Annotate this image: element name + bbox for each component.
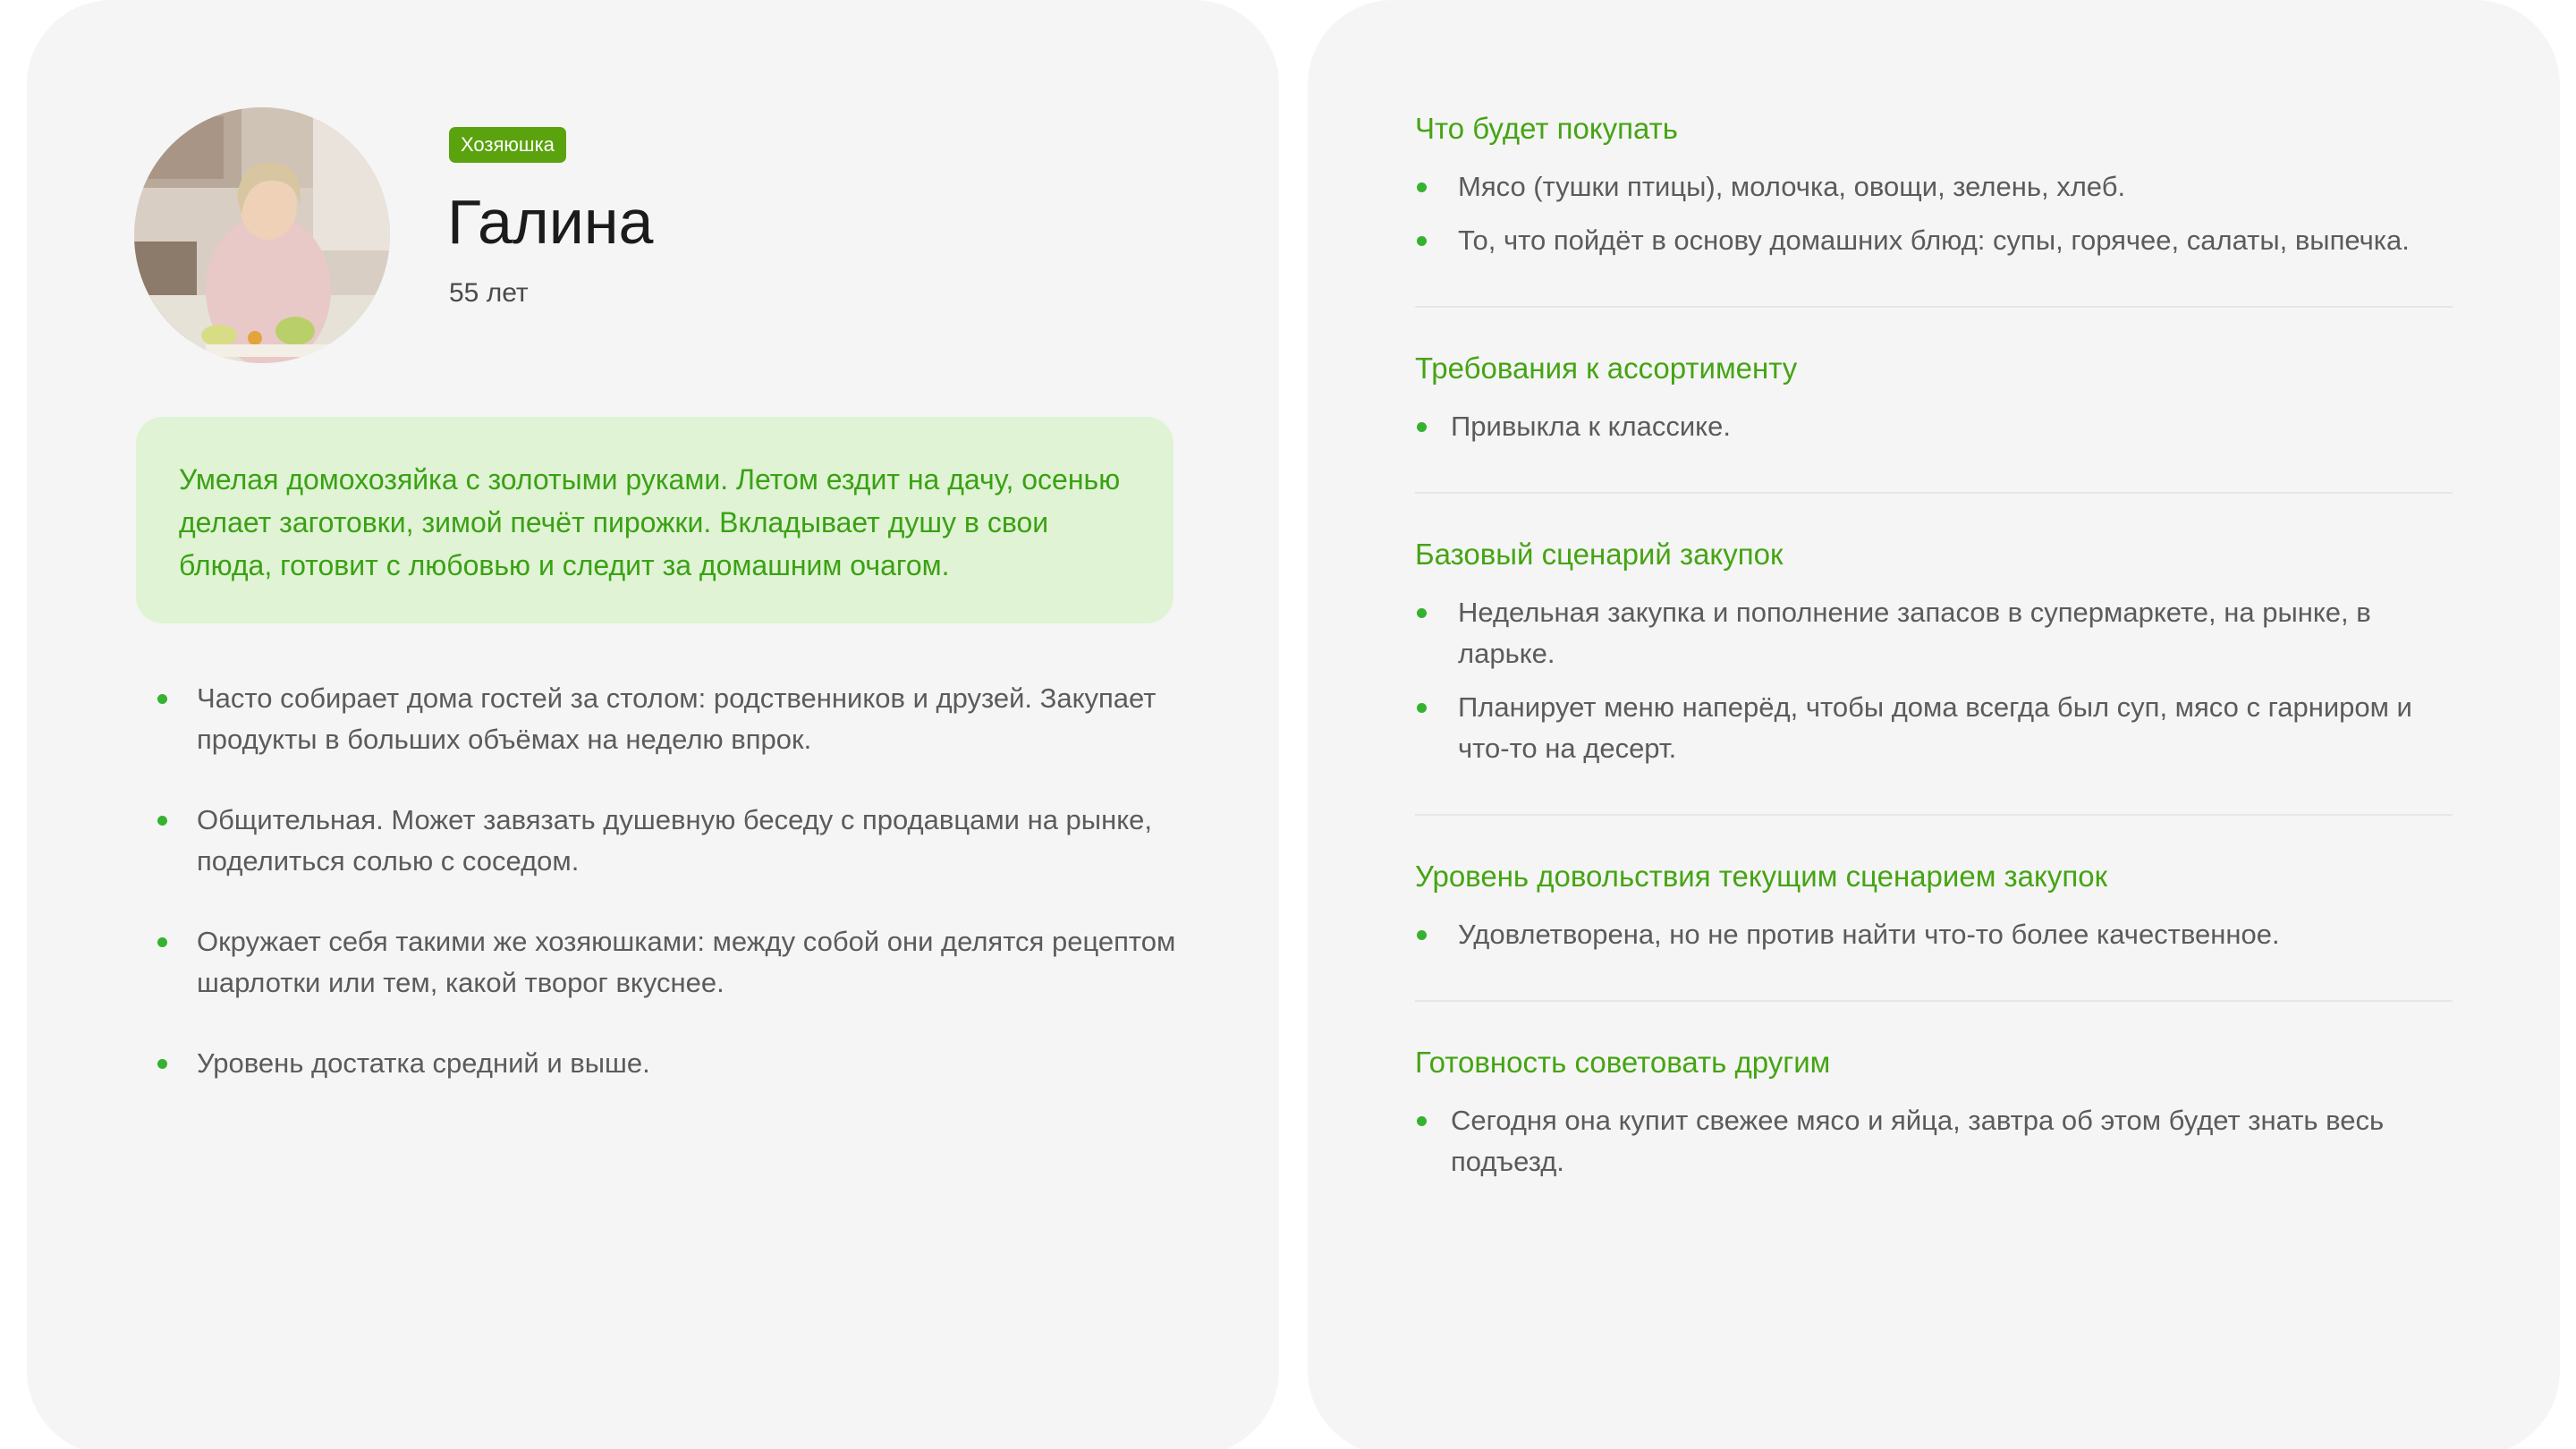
list-item — [154, 800, 1191, 882]
bullet-dot-icon — [1417, 608, 1427, 618]
list-item-text: Общительная. Может завязать душевную беседу с продавцами на рынке, поделиться солью с соседом. — [197, 804, 1152, 877]
bullet-dot-icon — [157, 816, 167, 826]
list-item — [154, 921, 1191, 1004]
bullet-dot-icon — [157, 937, 167, 947]
section-title: Готовность советовать другим — [1415, 1046, 1831, 1079]
persona-card — [27, 0, 1279, 1449]
list-item — [1415, 914, 2453, 955]
section-recommendation — [1415, 1041, 2453, 1227]
bullet-dot-icon — [157, 694, 167, 704]
bullet-dot-icon — [1417, 422, 1427, 432]
list-item-text: Планирует меню наперёд, чтобы дома всегда был суп, мясо с гарниром и что-то на десерт. — [1458, 691, 2412, 764]
bullet-dot-icon — [1417, 182, 1427, 192]
section-title: Что будет покупать — [1415, 112, 1678, 145]
details-card — [1308, 0, 2560, 1449]
list-item-text: Сегодня она купит свежее мясо и яйца, завтра об этом будет знать весь подъезд. — [1451, 1105, 2385, 1177]
list-item-text: Привыкла к классике. — [1451, 411, 1731, 442]
list-item — [1415, 220, 2453, 261]
list-item — [1415, 592, 2453, 674]
section-satisfaction — [1415, 855, 2453, 1002]
persona-name: Галина — [447, 187, 654, 257]
woman-cooking-photo — [134, 107, 390, 363]
section-scenario — [1415, 533, 2453, 816]
list-item-text: Недельная закупка и пополнение запасов в супермаркете, на рынке, в ларьке. — [1458, 597, 2371, 669]
list-item — [1415, 687, 2453, 769]
section-title: Уровень довольствия текущим сценарием закупок — [1415, 860, 2108, 893]
persona-description: Умелая домохозяйка с золотыми руками. Летом ездит на дачу, осенью делает заготовки, зимой печёт пирожки. Вкладывает душу в свои блюда, готовит с любовью и следит за домашним очагом. — [179, 463, 1121, 581]
list-item — [1415, 406, 2453, 447]
list-item-text: Окружает себя такими же хозяюшками: между собой они делятся рецептом шарлотки или тем, какой творог вкуснее. — [197, 926, 1176, 998]
section-title: Базовый сценарий закупок — [1415, 538, 1784, 571]
list-item-text: Удовлетворена, но не против найти что-то более качественное. — [1458, 919, 2280, 950]
bullet-dot-icon — [1417, 703, 1427, 713]
details-sections — [1415, 107, 2453, 1267]
persona-tag-badge: Хозяюшка — [449, 127, 566, 163]
avatar — [134, 107, 390, 363]
list-item — [154, 1043, 1191, 1084]
section-title: Требования к ассортименту — [1415, 352, 1798, 385]
bullet-dot-icon — [1417, 930, 1427, 940]
list-item-text: То, что пойдёт в основу домашних блюд: супы, горячее, салаты, выпечка. — [1458, 225, 2410, 256]
list-item — [154, 678, 1191, 760]
list-item-text: Мясо (тушки птицы), молочка, овощи, зелень, хлеб. — [1458, 171, 2126, 202]
bullet-dot-icon — [1417, 236, 1427, 246]
list-item-text: Часто собирает дома гостей за столом: родственников и друзей. Закупает продукты в больших объёмах на неделю впрок. — [197, 682, 1157, 755]
list-item — [1415, 1100, 2453, 1182]
list-item-text: Уровень достатка средний и выше. — [197, 1047, 650, 1079]
bullet-dot-icon — [157, 1059, 167, 1069]
bullet-dot-icon — [1417, 1116, 1427, 1126]
persona-description-box — [136, 417, 1174, 623]
persona-age: 55 лет — [449, 278, 529, 308]
section-purchases — [1415, 107, 2453, 308]
section-assortment — [1415, 347, 2453, 494]
traits-list — [154, 678, 1191, 1123]
list-item — [1415, 166, 2453, 208]
